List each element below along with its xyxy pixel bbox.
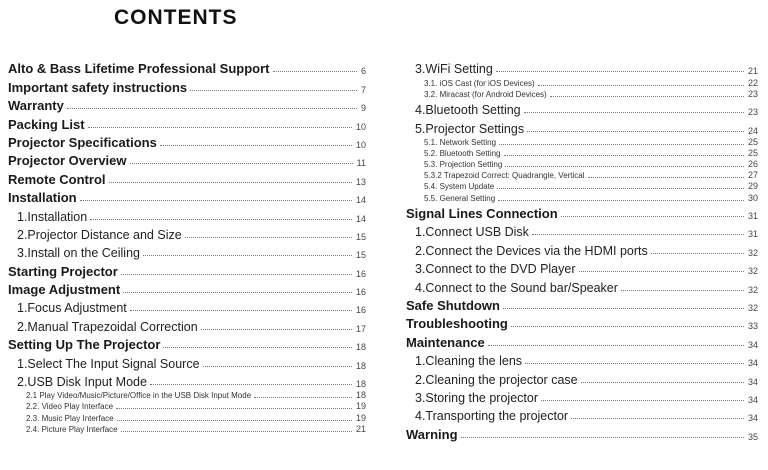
toc-entry-title: 2.3. Music Play Interface: [26, 413, 114, 423]
toc-entry[interactable]: [406, 368, 758, 386]
toc-entry[interactable]: [8, 150, 366, 168]
toc-entry-title: Warning: [406, 426, 458, 442]
toc-entry-page-number: 18: [355, 342, 366, 353]
toc-entry-page-number: 31: [747, 229, 758, 240]
toc-entry-title: Troubleshooting: [406, 316, 508, 332]
dot-leader: [88, 127, 352, 128]
toc-entry[interactable]: [406, 76, 758, 87]
dot-leader: [503, 308, 744, 309]
dot-leader: [273, 71, 357, 72]
toc-entry-title: 1.Connect USB Disk: [415, 225, 529, 240]
toc-left-column: [8, 58, 366, 434]
dot-leader: [538, 85, 744, 86]
toc-entry-page-number: 33: [747, 321, 758, 332]
dot-leader: [505, 166, 744, 167]
toc-entry-page-number: 16: [355, 268, 366, 279]
toc-entry[interactable]: [406, 88, 758, 99]
dot-leader: [116, 408, 352, 409]
toc-entry[interactable]: [406, 203, 758, 221]
toc-entry-page-number: 27: [747, 170, 758, 181]
toc-entry[interactable]: [406, 423, 758, 441]
toc-entry[interactable]: [8, 168, 366, 186]
toc-entry[interactable]: [8, 113, 366, 131]
toc-entry-title: 2.USB Disk Input Mode: [17, 375, 147, 390]
toc-entry[interactable]: [406, 158, 758, 169]
dot-leader: [579, 271, 744, 272]
toc-entry-title: Warranty: [8, 98, 64, 114]
toc-entry[interactable]: [406, 276, 758, 294]
toc-entry[interactable]: [406, 350, 758, 368]
toc-entry[interactable]: [406, 180, 758, 191]
toc-entry[interactable]: [8, 389, 366, 400]
dot-leader: [504, 155, 744, 156]
dot-leader: [651, 253, 744, 254]
toc-entry-page-number: 22: [747, 77, 758, 88]
toc-entry-page-number: 34: [747, 376, 758, 387]
toc-entry-title: Projector Overview: [8, 153, 127, 169]
toc-entry[interactable]: [8, 95, 366, 113]
toc-entry-title: Remote Control: [8, 171, 106, 187]
toc-entry-title: 4.Bluetooth Setting: [415, 103, 521, 118]
toc-entry-title: 3.Connect to the DVD Player: [415, 262, 576, 277]
toc-entry-page-number: 19: [355, 401, 366, 412]
toc-entry-title: 4.Connect to the Sound bar/Speaker: [415, 280, 618, 295]
toc-entry[interactable]: [8, 224, 366, 242]
dot-leader: [527, 131, 744, 132]
toc-entry-page-number: 16: [355, 305, 366, 316]
toc-entry-page-number: 31: [747, 211, 758, 222]
toc-entry[interactable]: [406, 313, 758, 331]
toc-entry-title: 5.1. Network Setting: [424, 137, 497, 147]
toc-entry-title: 2.Manual Trapezoidal Correction: [17, 319, 198, 334]
toc-entry[interactable]: [8, 423, 366, 434]
toc-entry-title: 5.3.2 Trapezoid Correct: Quadrangle, Vertical: [424, 171, 585, 181]
toc-entry-title: Safe Shutdown: [406, 298, 500, 314]
toc-entry-page-number: 26: [747, 159, 758, 170]
toc-entry-page-number: 14: [355, 213, 366, 224]
toc-entry-page-number: 32: [747, 303, 758, 314]
toc-entry-page-number: 35: [747, 431, 758, 442]
toc-entry-page-number: 34: [747, 394, 758, 405]
toc-entry[interactable]: [406, 117, 758, 135]
toc-entry-title: Image Adjustment: [8, 282, 121, 298]
toc-entry[interactable]: [406, 405, 758, 423]
dot-leader: [588, 177, 744, 178]
toc-entry[interactable]: [406, 169, 758, 180]
toc-entry-page-number: 25: [747, 136, 758, 147]
toc-entry-page-number: 15: [355, 231, 366, 242]
toc-entry[interactable]: [406, 99, 758, 117]
toc-entry[interactable]: [8, 260, 366, 278]
toc-entry[interactable]: [406, 136, 758, 147]
toc-entry-page-number: 30: [747, 192, 758, 203]
toc-entry-page-number: 32: [747, 266, 758, 277]
dot-leader: [67, 108, 357, 109]
dot-leader: [130, 163, 353, 164]
toc-entry-page-number: 25: [747, 147, 758, 158]
toc-entry[interactable]: [8, 411, 366, 422]
toc-entry[interactable]: [8, 334, 366, 352]
toc-entry-page-number: 34: [747, 358, 758, 369]
dot-leader: [121, 274, 352, 275]
toc-entry-page-number: 34: [747, 339, 758, 350]
toc-entry[interactable]: [8, 132, 366, 150]
toc-entry-title: 5.4. System Update: [424, 182, 495, 192]
toc-entry-title: 2.Projector Distance and Size: [17, 227, 182, 242]
toc-entry-page-number: 34: [747, 413, 758, 424]
toc-entry-page-number: 29: [747, 181, 758, 192]
toc-entry[interactable]: [8, 242, 366, 260]
toc-entry-page-number: 32: [747, 247, 758, 258]
toc-entry-title: 3.WiFi Setting: [415, 62, 493, 77]
toc-entry-title: Packing List: [8, 116, 85, 132]
toc-entry[interactable]: [8, 400, 366, 411]
toc-entry-title: 5.5. General Setting: [424, 193, 496, 203]
dot-leader: [143, 255, 352, 256]
dot-leader: [461, 437, 744, 438]
dot-leader: [117, 420, 352, 421]
dot-leader: [160, 145, 352, 146]
dot-leader: [550, 96, 744, 97]
dot-leader: [621, 290, 744, 291]
toc-entry-page-number: 6: [360, 66, 366, 77]
toc-entry-title: 2.Connect the Devices via the HDMI ports: [415, 243, 648, 258]
dot-leader: [203, 366, 352, 367]
toc-entry[interactable]: [406, 295, 758, 313]
dot-leader: [561, 216, 744, 217]
dot-leader: [90, 219, 352, 220]
dot-leader: [525, 363, 744, 364]
toc-right-column: [406, 58, 758, 442]
toc-entry-page-number: 18: [355, 360, 366, 371]
dot-leader: [488, 345, 744, 346]
toc-entry[interactable]: [8, 187, 366, 205]
toc-entry[interactable]: [8, 297, 366, 315]
toc-entry[interactable]: [406, 387, 758, 405]
toc-entry-page-number: 17: [355, 323, 366, 334]
dot-leader: [541, 400, 744, 401]
toc-entry-title: Alto & Bass Lifetime Professional Support: [8, 61, 270, 77]
toc-entry[interactable]: [406, 147, 758, 158]
toc-entry-page-number: 9: [360, 103, 366, 114]
toc-entry[interactable]: [406, 191, 758, 202]
toc-entry-title: 3.Storing the projector: [415, 390, 538, 405]
page-title: CONTENTS: [114, 6, 238, 29]
dot-leader: [123, 292, 352, 293]
toc-entry-title: 2.1 Play Video/Music/Picture/Office in the USB Disk Input Mode: [26, 391, 252, 401]
toc-entry[interactable]: [406, 258, 758, 276]
toc-entry-page-number: 7: [360, 84, 366, 95]
toc-entry-page-number: 21: [747, 66, 758, 77]
dot-leader: [190, 90, 357, 91]
toc-entry[interactable]: [406, 239, 758, 257]
toc-entry[interactable]: [8, 76, 366, 94]
toc-entry-title: Projector Specifications: [8, 134, 157, 150]
toc-entry-title: Installation: [8, 190, 77, 206]
toc-entry-page-number: 24: [747, 125, 758, 136]
toc-entry-page-number: 19: [355, 412, 366, 423]
toc-entry-title: 3.2. Miracast (for Android Devices): [424, 89, 547, 99]
toc-entry-title: 2.2. Video Play Interface: [26, 402, 114, 412]
toc-entry-page-number: 10: [355, 139, 366, 150]
toc-entry[interactable]: [406, 221, 758, 239]
toc-entry-title: 5.Projector Settings: [415, 121, 525, 136]
toc-entry-page-number: 15: [355, 250, 366, 261]
dot-leader: [511, 326, 744, 327]
toc-entry-title: Signal Lines Connection: [406, 206, 558, 222]
toc-entry-page-number: 23: [747, 107, 758, 118]
toc-entry-title: 1.Installation: [17, 209, 88, 224]
dot-leader: [532, 234, 744, 235]
toc-entry-title: 1.Focus Adjustment: [17, 301, 127, 316]
toc-entry-title: 2.Cleaning the projector case: [415, 372, 578, 387]
toc-entry[interactable]: [8, 58, 366, 76]
toc-entry[interactable]: [406, 331, 758, 349]
dot-leader: [497, 188, 744, 189]
toc-entry-page-number: 13: [355, 176, 366, 187]
toc-entry-page-number: 32: [747, 284, 758, 295]
toc-entry-title: 2.4. Picture Play Interface: [26, 424, 118, 434]
dot-leader: [499, 144, 744, 145]
toc-entry-page-number: 11: [356, 158, 366, 169]
dot-leader: [496, 71, 744, 72]
dot-leader: [581, 382, 744, 383]
toc-entry-title: Setting Up The Projector: [8, 337, 161, 353]
dot-leader: [109, 182, 352, 183]
dot-leader: [130, 310, 352, 311]
toc-entry-page-number: 18: [355, 379, 366, 390]
toc-entry-page-number: 18: [355, 390, 366, 401]
toc-entry-page-number: 14: [355, 195, 366, 206]
toc-entry-title: 1.Select The Input Signal Source: [17, 356, 200, 371]
toc-entry[interactable]: [8, 371, 366, 389]
toc-entry-title: Starting Projector: [8, 263, 118, 279]
dot-leader: [524, 112, 744, 113]
toc-entry-title: 5.3. Projection Setting: [424, 160, 503, 170]
toc-entry[interactable]: [8, 205, 366, 223]
toc-entry-page-number: 23: [747, 88, 758, 99]
toc-entry-title: 4.Transporting the projector: [415, 409, 569, 424]
toc-entry-title: 5.2. Bluetooth Setting: [424, 148, 501, 158]
toc-entry[interactable]: [8, 352, 366, 370]
dot-leader: [498, 200, 744, 201]
dot-leader: [185, 237, 352, 238]
toc-entry[interactable]: [8, 315, 366, 333]
dot-leader: [201, 329, 352, 330]
dot-leader: [254, 397, 352, 398]
toc-entry-title: 3.1. iOS Cast (for iOS Devices): [424, 78, 535, 88]
dot-leader: [571, 418, 744, 419]
toc-entry-title: Maintenance: [406, 334, 485, 350]
toc-entry-page-number: 16: [355, 287, 366, 298]
toc-entry-page-number: 21: [355, 423, 366, 434]
toc-entry[interactable]: [8, 279, 366, 297]
toc-entry-title: 1.Cleaning the lens: [415, 354, 523, 369]
toc-entry-title: 3.Install on the Ceiling: [17, 246, 140, 261]
dot-leader: [150, 384, 352, 385]
dot-leader: [163, 347, 352, 348]
toc-entry-page-number: 10: [355, 121, 366, 132]
toc-entry-title: Important safety instructions: [8, 79, 188, 95]
dot-leader: [121, 431, 352, 432]
dot-leader: [80, 200, 352, 201]
toc-entry[interactable]: [406, 58, 758, 76]
